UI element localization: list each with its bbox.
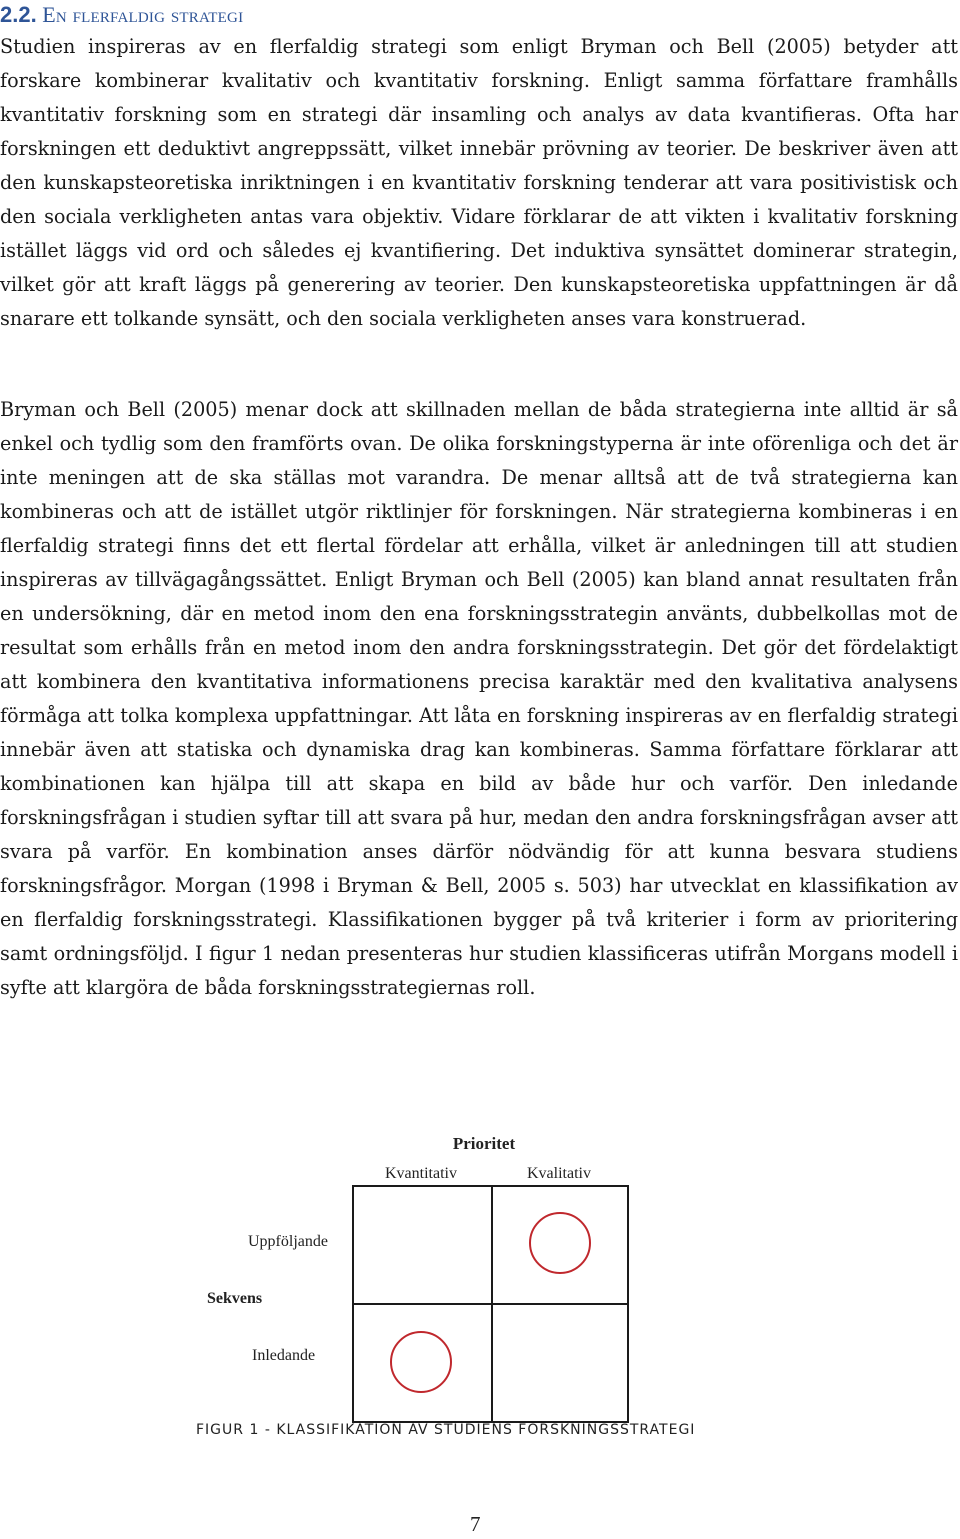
marker-uppfoljande-kvalitativ [530,1213,590,1273]
body-paragraph-2: Bryman och Bell (2005) menar dock att skillnaden mellan de båda strategierna inte alltid är så enkel och tydlig som den framförts ovan. De olika forskningstyperna är inte oförenliga och det är inte meningen att de ska ställas mot varandra. De menar alltså att de två strategierna kan kombineras och att de istället utgör riktlinjer för forskningen. När strategierna kombineras i en flerfaldig strategi finns det ett flertal fördelar att erhålla, vilket är anledningen till att studien inspireras av tillvägagångssättet. Enligt Bryman och Bell (2005) kan bland annat resultaten från en undersökning, där en metod inom den ena forskningsstrategin använts, dubbelkollas mot de resultat som erhålls från en metod inom den andra forskningsstrategin. Det gör det fördelaktigt att kombinera den kvantitativa informationens precisa karaktär med den kvalitativa analysens förmåga att tolka komplexa uppfattningar. Att låta en forskning inspireras av en flerfaldig strategi innebär även att statiska och dynamiska drag kan kombineras. Samma författare förklarar att kombinationen kan hjälpa till att skapa en bild av både hur och varför. Den inledande forskningsfrågan i studien syftar till att svara på hur, medan den andra forskningsfrågan avser att svara på varför. En kombination anses därför nödvändig för att kunna besvara studiens forskningsfrågor. Morgan (1998 i Bryman & Bell, 2005 s. 503) har utvecklat en klassifikation av en flerfaldig forskningsstrategi. Klassifikationen bygger på två kriterier i form av prioritering samt ordningsföljd. I figur 1 nedan presenteras hur studien klassificeras utifrån Morgans modell i syfte att klargöra de båda forskningsstrategiernas roll. [0,398,958,999]
marker-inledande-kvantitativ [391,1332,451,1392]
row-label-inledande: Inledande [252,1347,316,1364]
page-number: 7 [470,1512,481,1536]
row-label-uppfoljande: Uppföljande [248,1233,328,1250]
axis-left-title: Sekvens [207,1290,263,1307]
figure-1-classification [160,1120,800,1460]
body-paragraph-1: Studien inspireras av en flerfaldig strategi som enligt Bryman och Bell (2005) betyder att forskare kombinerar kvalitativ och kvantitativ forskning. Enligt samma författare framhålls kvantitativ forskning som en strategi där insamling och analys av data kvantifieras. Ofta har forskningen ett deduktivt angreppssätt, vilket innebär prövning av teorier. De beskriver även att den kunskapsteoretiska inriktningen i en kvantitativ forskning tenderar att vara positivistisk och den sociala verkligheten antas vara objektiv. Vidare förklarar de att vikten i kvalitativ forskning istället läggs vid ord och således ej kvantifiering. Det induktiva synsättet dominerar strategin, vilket gör att kraft läggs på generering av teorier. Den kunskapsteoretiska uppfattningen är då snarare ett tolkande synsätt, och den sociala verkligheten anses vara konstruerad. [0,35,958,330]
section-title: En flerfaldig strategi [42,2,244,27]
classification-matrix [160,1120,800,1460]
figure-caption: FIGUR 1 - KLASSIFIKATION AV STUDIENS FORSKNINGSSTRATEGI [196,1422,696,1438]
section-number: 2.2. [0,2,37,27]
axis-top-title: Prioritet [452,1134,516,1153]
section-heading [0,2,243,28]
column-label-kvantitativ: Kvantitativ [385,1165,457,1182]
column-label-kvalitativ: Kvalitativ [527,1165,591,1182]
